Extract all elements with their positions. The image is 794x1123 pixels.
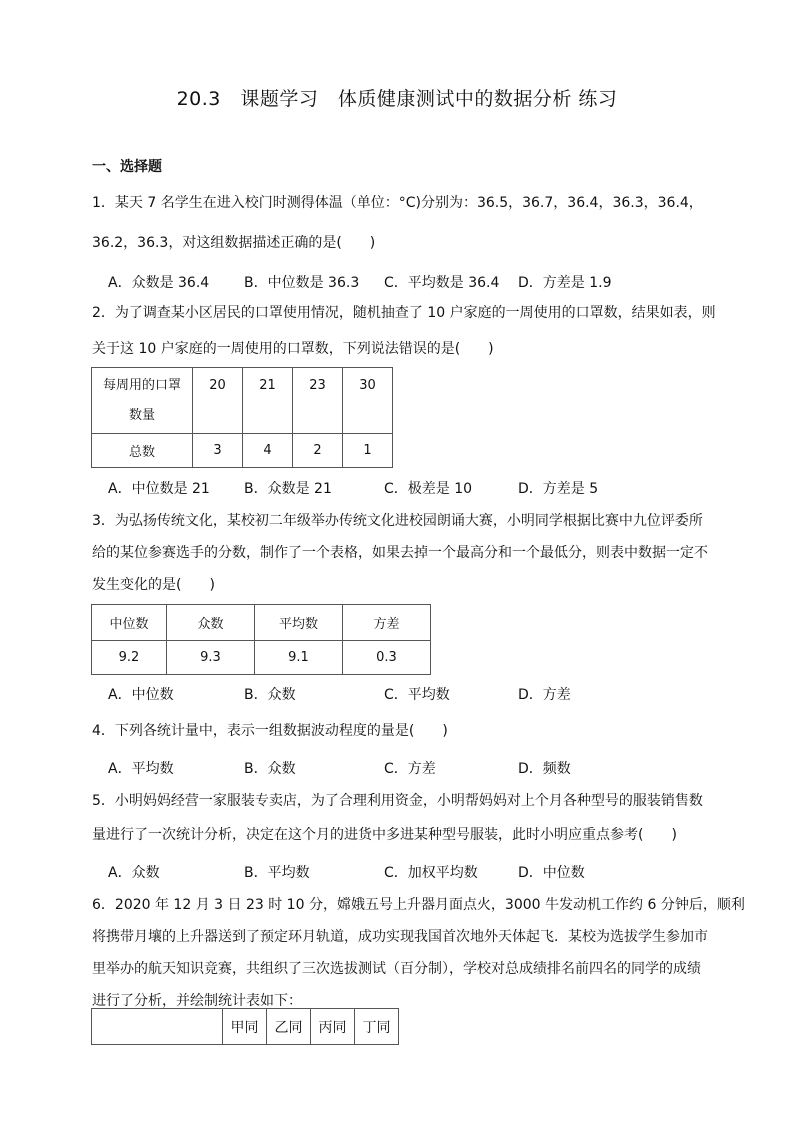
- q2-option-a[interactable]: A．中位数是 21: [108, 481, 210, 497]
- q3-option-d[interactable]: D．方差: [518, 687, 571, 703]
- q2-value-cell: 20: [193, 368, 243, 434]
- q2-header-line2: 数量: [128, 407, 155, 423]
- q5-option-a[interactable]: A．众数: [108, 865, 160, 881]
- table-row: [92, 641, 431, 675]
- q1-option-b[interactable]: B．中位数是 36.3: [244, 275, 360, 291]
- q2-header-line1: 每周用的口罩: [102, 377, 181, 393]
- q2-data-table: [91, 367, 393, 468]
- q6-corner-cell: [92, 1009, 223, 1045]
- q2-value-cell: 23: [293, 368, 343, 434]
- q4-option-b[interactable]: B．众数: [244, 761, 296, 777]
- q3-data-table: [91, 604, 431, 675]
- q1-option-a[interactable]: A．众数是 36.4: [108, 275, 210, 291]
- q5-option-b[interactable]: B．平均数: [244, 865, 310, 881]
- q3-stem-line2: 给的某位参赛选手的分数，制作了一个表格，如果去掉一个最高分和一个最低分，则表中数据一定不: [92, 545, 708, 561]
- table-row: [92, 368, 393, 434]
- q6-stem-line3: 里举办的航天知识竞赛，共组织了三次选拔测试（百分制），学校对总成绩排名前四名的同学的成绩: [92, 961, 701, 977]
- q3-value-cell: 0.3: [343, 641, 431, 675]
- q6-header-cell: 丁同: [355, 1009, 399, 1045]
- q6-data-table: [91, 1008, 399, 1045]
- q3-option-b[interactable]: B．众数: [244, 687, 296, 703]
- q5-stem-line1: 5．小明妈妈经营一家服装专卖店，为了合理利用资金，小明帮妈妈对上个月各种型号的服装销售数: [92, 793, 703, 809]
- q3-value-cell: 9.3: [167, 641, 255, 675]
- q3-stem-line3: 发生变化的是( ): [92, 577, 215, 593]
- q3-value-cell: 9.1: [255, 641, 343, 675]
- q4-stem-line1: 4．下列各统计量中，表示一组数据波动程度的量是( ): [92, 723, 448, 739]
- q2-stem-line2: 关于这 10 户家庭的一周使用的口罩数，下列说法错误的是( ): [92, 341, 494, 357]
- q2-stem-line1: 2．为了调查某小区居民的口罩使用情况，随机抽查了 10 户家庭的一周使用的口罩数，结果如表，则: [92, 305, 716, 321]
- q3-option-a[interactable]: A．中位数: [108, 687, 174, 703]
- q1-option-c[interactable]: C．平均数是 36.4: [384, 275, 500, 291]
- q1-option-d[interactable]: D．方差是 1.9: [518, 275, 612, 291]
- q2-count-cell: 3: [193, 434, 243, 468]
- q2-row2-label: 总数: [92, 434, 193, 468]
- q3-option-c[interactable]: C．平均数: [384, 687, 450, 703]
- q2-value-cell: 21: [243, 368, 293, 434]
- q6-stem-line2: 将携带月壤的上升器送到了预定环月轨道，成功实现我国首次地外天体起飞．某校为选拔学生参加市: [92, 929, 708, 945]
- q2-count-cell: 2: [293, 434, 343, 468]
- q2-count-cell: 1: [343, 434, 393, 468]
- q2-value-cell: 30: [343, 368, 393, 434]
- q2-option-b[interactable]: B．众数是 21: [244, 481, 332, 497]
- q4-option-c[interactable]: C．方差: [384, 761, 436, 777]
- q2-count-cell: 4: [243, 434, 293, 468]
- table-row: [92, 605, 431, 641]
- page-title: 20.3 课题学习 体质健康测试中的数据分析 练习: [176, 88, 618, 110]
- q2-header-cell: [92, 368, 193, 434]
- q2-option-c[interactable]: C．极差是 10: [384, 481, 473, 497]
- q5-option-d[interactable]: D．中位数: [518, 865, 585, 881]
- q3-header-cell: 中位数: [92, 605, 167, 641]
- q1-stem-line1: 1．某天 7 名学生在进入校门时测得体温（单位：°C)分别为：36.5，36.7，36.4，36.3，36.4，: [92, 195, 703, 211]
- q4-option-d[interactable]: D．频数: [518, 761, 571, 777]
- table-row: [92, 1009, 399, 1045]
- q5-stem-line2: 量进行了一次统计分析，决定在这个月的进货中多进某种型号服装，此时小明应重点参考( ): [92, 827, 677, 843]
- q6-stem-line1: 6．2020 年 12 月 3 日 23 时 10 分，嫦娥五号上升器月面点火，3000 牛发动机工作约 6 分钟后，顺利: [92, 897, 745, 913]
- q6-header-cell: 丙同: [311, 1009, 355, 1045]
- q4-option-a[interactable]: A．平均数: [108, 761, 174, 777]
- section-heading: 一、选择题: [92, 159, 162, 175]
- q5-option-c[interactable]: C．加权平均数: [384, 865, 478, 881]
- q6-header-cell: 乙同: [267, 1009, 311, 1045]
- q6-stem-line4: 进行了分析，并绘制统计表如下：: [92, 993, 302, 1009]
- q3-header-cell: 众数: [167, 605, 255, 641]
- q3-header-cell: 平均数: [255, 605, 343, 641]
- table-row: [92, 434, 393, 468]
- q1-stem-line2: 36.2，36.3，对这组数据描述正确的是( ): [92, 235, 376, 251]
- q2-option-d[interactable]: D．方差是 5: [518, 481, 599, 497]
- q6-header-cell: 甲同: [223, 1009, 267, 1045]
- q3-value-cell: 9.2: [92, 641, 167, 675]
- q3-header-cell: 方差: [343, 605, 431, 641]
- q3-stem-line1: 3．为弘扬传统文化，某校初二年级举办传统文化进校园朗诵大赛，小明同学根据比赛中九位评委所: [92, 513, 703, 529]
